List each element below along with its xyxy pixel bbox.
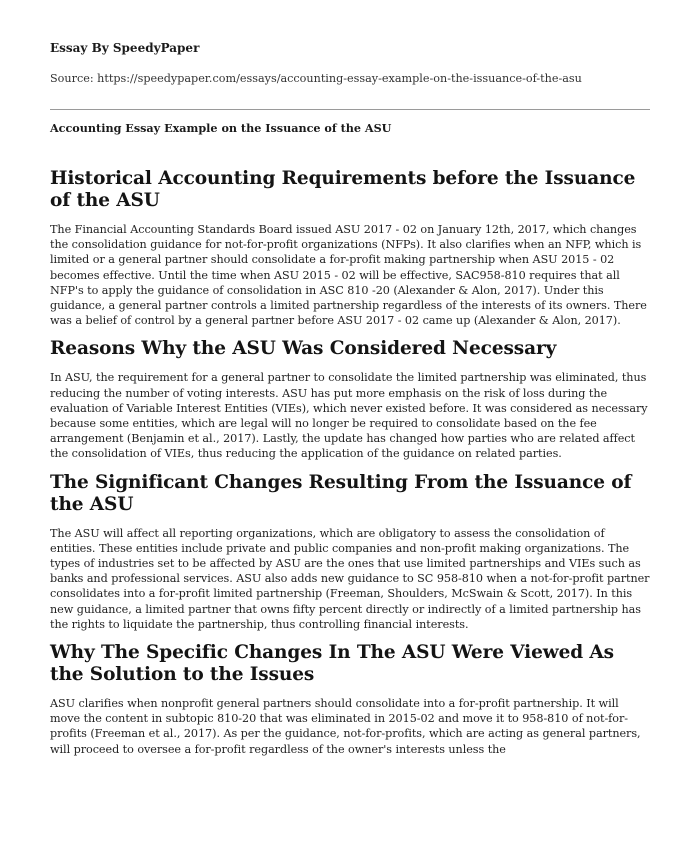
section-paragraph: ASU clarifies when nonprofit general partners should consolidate into a for-profit partnership. It will move the content in subtopic 810-20 that was eliminated in 2015-02 and move it to 958-810 of not-for-profits (Freeman et al., 2017). As per the guidance, not-for-profits, which are acting as general partners, will proceed to oversee a for-profit regardless of the owner's interests unless the	[50, 697, 641, 756]
section-solution	[50, 642, 650, 757]
section-paragraph: The Financial Accounting Standards Board issued ASU 2017 - 02 on January 12th, 2017, which changes the consolidation guidance for not-for-profit organizations (NFPs). It also clarifies when an NFP, which is limited or a general partner should consolidate a for-profit making partnership when ASU 2015 - 02 becomes effective. Until the time when ASU 2015 - 02 will be effective, SAC958-810 requires that all NFP's to apply the guidance of consolidation in ASC 810 -20 (Alexander & Alon, 2017). Under this guidance, a general partner controls a limited partnership regardless of the interests of its owners. There was a belief of control by a general partner before ASU 2017 - 02 came up (Alexander & Alon, 2017).	[50, 223, 647, 328]
section-heading: Historical Accounting Requirements before the Issuance of the ASU	[50, 168, 636, 211]
essay-title: Accounting Essay Example on the Issuance of the ASU	[50, 121, 392, 135]
section-historical-requirements	[50, 168, 650, 328]
section-significant-changes	[50, 472, 650, 632]
section-heading: Why The Specific Changes In The ASU Were Viewed As the Solution to the Issues	[50, 642, 614, 686]
section-heading: The Significant Changes Resulting From the Issuance of the ASU	[50, 471, 632, 515]
section-paragraph: In ASU, the requirement for a general partner to consolidate the limited partnership was eliminated, thus reducing the number of voting interests. ASU has put more emphasis on the risk of loss during the evaluation of Variable Interest Entities (VIEs), which never existed before. It was considered as necessary because some entities, which are legal will no longer be required to consolidate based on the fee arrangement (Benjamin et al., 2017). Lastly, the update has changed how parties who are related affect the consolidation of VIEs, thus reducing the application of the guidance on related parties.	[50, 371, 648, 461]
section-reasons	[50, 338, 650, 461]
source-url: Source: https://speedypaper.com/essays/accounting-essay-example-on-the-issuance-of-the-asu	[50, 72, 582, 85]
section-heading: Reasons Why the ASU Was Considered Necessary	[50, 338, 557, 360]
brand-title: Essay By SpeedyPaper	[50, 41, 200, 55]
section-paragraph: The ASU will affect all reporting organizations, which are obligatory to assess the consolidation of entities. These entities include private and public companies and non-profit making organizations. The types of industries set to be affected by ASU are the ones that use limited partnerships and VIEs such as banks and professional services. ASU also adds new guidance to SC 958-810 when a not-for-profit partner consolidates into a for-profit limited partnership (Freeman, Shoulders, McSwain & Scott, 2017). In this new guidance, a limited partner that owns fifty percent directly or indirectly of a limited partnership has the rights to liquidate the partnership, thus controlling financial interests.	[50, 526, 650, 631]
essay-body	[50, 168, 650, 767]
header-divider	[50, 109, 650, 110]
